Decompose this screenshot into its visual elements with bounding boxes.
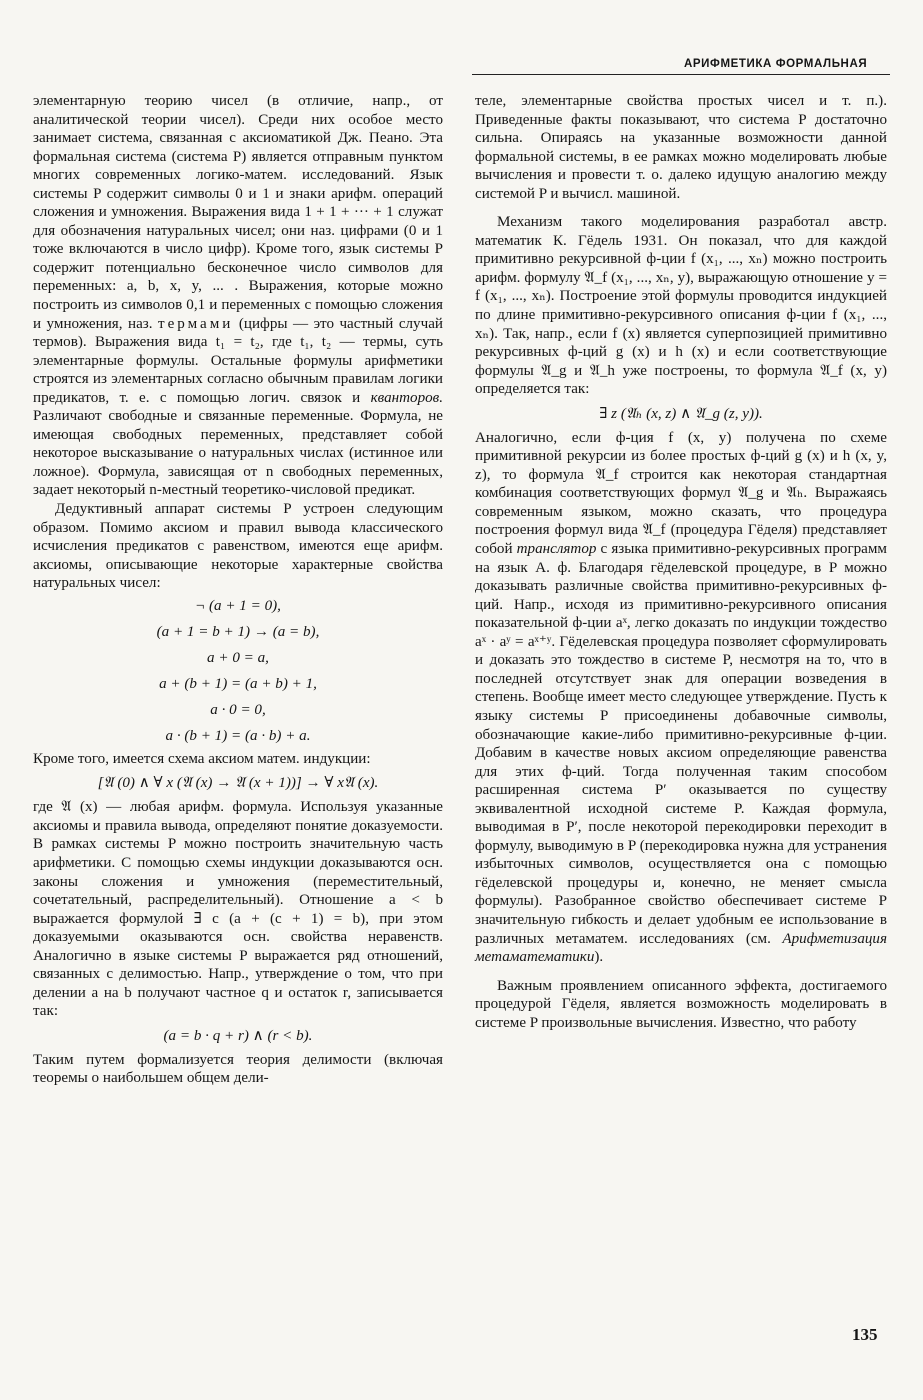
left-p1-end: Различают свободные и связанные переменные. Формула, не имеющая свободных переменных, представляет собой некоторое высказывание о натуральных числах (истинное или ложное). Формула, зависящая от n свободных переменных, задает некоторый n-местный теоретико-числовой предикат.: [33, 408, 443, 499]
running-head: АРИФМЕТИКА ФОРМАЛЬНАЯ: [684, 58, 868, 70]
axiom-2: (a + 1 = b + 1) → (a = b),: [156, 623, 320, 640]
left-p1-cont: (цифры — это частный случай термов). Выражения вида t₁ = t₂, где t₁, t₂ — термы, суть элементарные формулы. Остальные формулы арифметики строятся из элементарных согласно обычным правилам логики предикатов, т. е. с помощью логич. связок и: [33, 315, 443, 406]
right-p3-start: Аналогично, если ф-ция f (x, y) получена по схеме примитивной рекурсии из более простых ф-ций g (x) и h (x, y, z), то формула 𝔄_f строится как некоторая стандартная комбинация соответствующих формул 𝔄_g и 𝔄ₕ. Выражаясь современным языком, можно сказать, что процедура построения формул вида 𝔄_f (процедура Гёделя) представляет собой: [475, 429, 887, 558]
right-paragraph-3: [475, 429, 887, 967]
right-column: [475, 92, 887, 1032]
left-paragraph-5: Таким путем формализуется теория делимости (включая теоремы о наибольшем общем дели-: [33, 1051, 443, 1087]
left-p1-text: элементарную теорию чисел (в отличие, напр., от аналитической теории чисел). Среди них особое место занимает система, связанная с аксиоматикой Дж. Пеано. Эта формальная система (система P) является отправным пунктом многих современных логико-матем. исследований. Язык системы P содержит символы 0 и 1 и знаки арифм. операций сложения и умножения. Выражения вида 1 + 1 + ··· + 1 служат для обозначения натуральных чисел; они наз. цифрами (0 и 1 тоже включаются в число цифр). Кроме того, язык системы P содержит потенциально бесконечное число символов для переменных: a, b, x, y, ... . Выражения, которые можно построить из символов 0,1 и переменных с помощью сложения и умножения, наз.: [33, 93, 443, 332]
left-paragraph-4: где 𝔄 (x) — любая арифм. формула. Используя указанные аксиомы и правила вывода, определяют понятие доказуемости. В рамках системы P можно построить значительную часть арифметики. С помощью схемы индукции доказываются осн. законы сложения и умножения (переместительный, сочетательный, распределительный). Отношение a < b выражается формулой ∃ c (a + (c + 1) = b), при этом доказуемыми оказываются осн. свойства неравенств. Аналогично в языке системы P выражается ряд отношений, связанных с делимостью. Напр., утверждение о том, что при делении a на b получают частное q и остаток r, записывается так:: [33, 799, 443, 1020]
axiom-3: a + 0 = a,: [207, 649, 269, 666]
right-paragraph-4: Важным проявлением описанного эффекта, достигаемого процедурой Гёделя, является возможность моделировать в системе P произвольные вычисления. Известно, что работу: [475, 977, 887, 1031]
page-number: 135: [852, 1325, 878, 1344]
axiom-5: a · 0 = 0,: [210, 701, 266, 718]
right-p3-end: с языка примитивно-рекурсивных программ на язык А. ф. Благодаря гёделевской процедуре, в P можно доказывать различные свойства примитивно-рекурсивных ф-ций. Напр., исходя из примитивно-рекурсивного описания показательной ф-ции aˣ, легко доказать по индукции тождество aˣ · aʸ = aˣ⁺ʸ. Гёделевская процедура позволяет сформулировать и доказать это тождество в системе P, несмотря на то, что в последней отсутствует знак для операции возведения в степень. Вообще имеет место следующее утверждение. Пусть к языку системы P присоединены добавочные символы, обозначающие какие-либо примитивно-рекурсивные ф-ции. Добавим в качестве новых аксиом определяющие равенства для этих ф-ций. Тогда полученная таким способом расширенная система P′ оказывается по существу эквивалентной исходной системе P. Каждая формула, выводимая в P′, после некоторой перекодировки переходит в формулу, выводимую в P (перекодировка нужна для устранения избыточных символов, осуществляется она с помощью гёделевской процедуры и, конечно, не меняет смысла формулы). Разобранное свойство обеспечивает системе P значительную гибкость и делает удобным ее использование в различных метаматем. исследованиях (см.: [475, 541, 887, 947]
goedel-formula: ∃ z (𝔄ₕ (x, z) ∧ 𝔄_g (z, y)).: [599, 405, 763, 422]
axiom-1: ¬ (a + 1 = 0),: [195, 597, 281, 614]
link-quantifiers[interactable]: кванторов.: [370, 389, 443, 406]
link-arithmetization[interactable]: Арифметизация метаматематики: [475, 930, 887, 966]
left-paragraph-2: Дедуктивный аппарат системы P устроен следующим образом. Помимо аксиом и правил вывода классического исчисления предикатов с равенством, имеются еще арифм. аксиомы, описывающие некоторые характерные свойства натуральных чисел:: [33, 501, 443, 592]
link-translator[interactable]: транслятор: [516, 541, 597, 558]
header-rule: [472, 74, 890, 75]
right-paragraph-1: теле, элементарные свойства простых чисел и т. п.). Приведенные факты показывают, что система P достаточно сильна. Опираясь на указанные возможности данной формальной системы, в ее рамках можно моделировать любые вычисления и провести т. о. далеко идущую аналогию между системой P и вычисл. машиной.: [475, 93, 887, 202]
left-column: [33, 92, 443, 1088]
left-paragraph-1: [33, 92, 443, 500]
induction-schema: [𝔄 (0) ∧ ∀ x (𝔄 (x) → 𝔄 (x + 1))] → ∀ x𝔄 (x).: [97, 775, 379, 792]
right-paragraph-2: Механизм такого моделирования разработал австр. математик К. Гёдель 1931. Он показал, что для каждой примитивно рекурсивной ф-ции f (x₁, ..., xₙ) можно построить арифм. формулу 𝔄_f (x₁, ..., xₙ, y), выражающую отношение y = f (x₁, ..., xₙ). Построение этой формулы проводится индукцией по длине примитивно-рекурсивного описания ф-ции f (x₁, ..., xₙ). Так, напр., если f (x) является суперпозицией примитивно рекурсивных ф-ций g (x) и h (x) и если соответствующие формулы 𝔄_g и 𝔄_h уже построены, то формула 𝔄_f (x, y) определяется так:: [475, 214, 887, 398]
term-spaced: термами: [157, 315, 234, 332]
axiom-6: a · (b + 1) = (a · b) + a.: [165, 727, 311, 744]
left-paragraph-3: Кроме того, имеется схема аксиом матем. индукции:: [33, 750, 371, 767]
division-formula: (a = b · q + r) ∧ (r < b).: [163, 1027, 313, 1044]
axiom-4: a + (b + 1) = (a + b) + 1,: [159, 675, 317, 692]
right-p3-close: ).: [594, 949, 604, 966]
